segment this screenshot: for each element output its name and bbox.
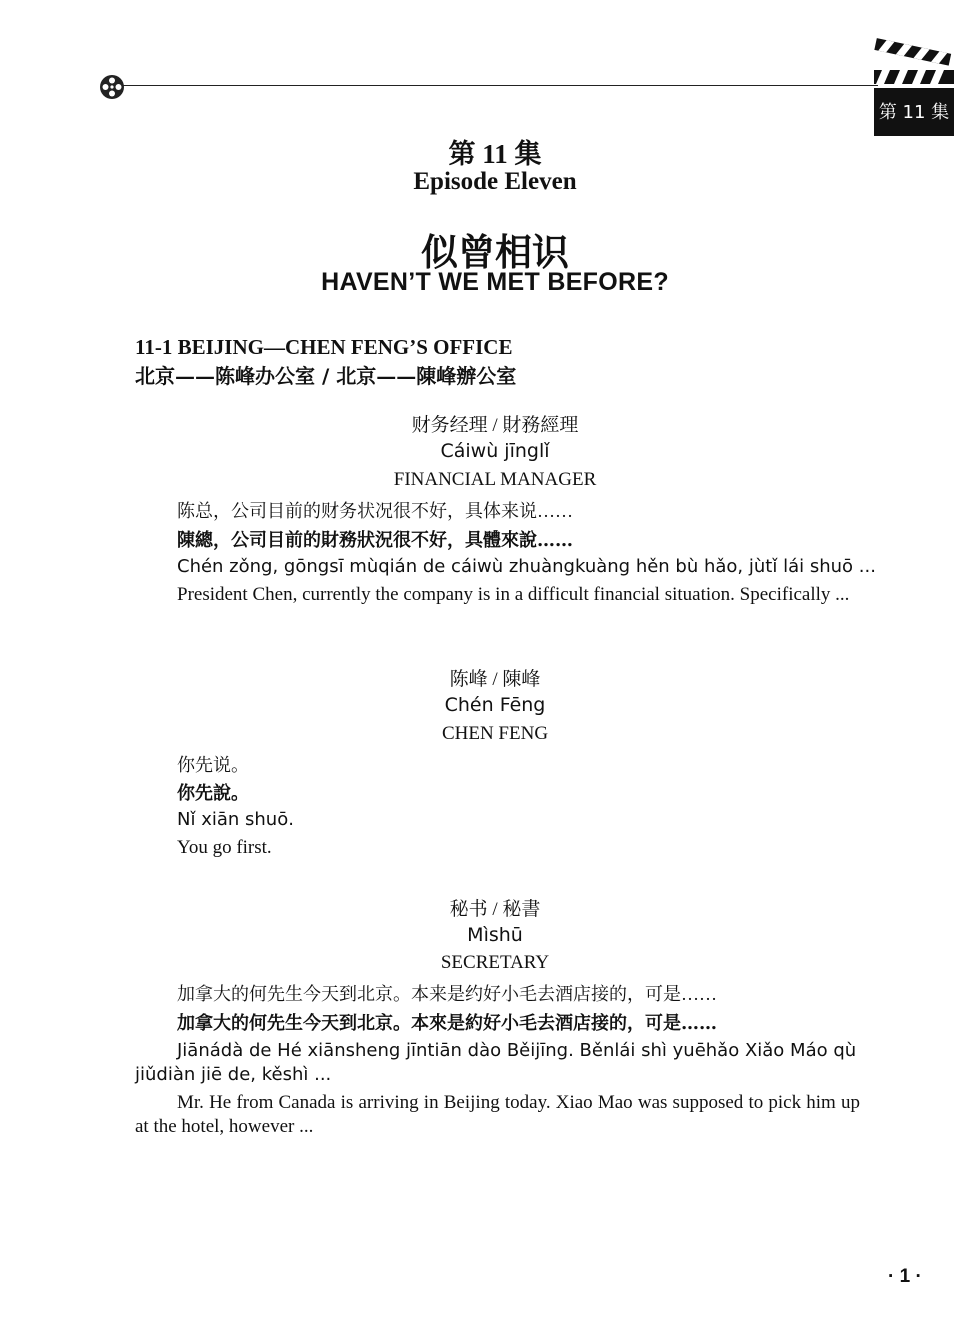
line-pinyin: Chén zǒng, gōngsī mùqián de cáiwù zhuàngkuàng hěn bù hǎo, jùtǐ lái shuō ... bbox=[177, 556, 876, 577]
speaker-name-en: CHEN FENG bbox=[441, 723, 549, 744]
scene-heading-en: 11-1 BEIJING—CHEN FENG’S OFFICE bbox=[135, 335, 513, 359]
speaker-name-pinyin: Chén Fēng bbox=[444, 694, 546, 716]
line-simplified: 你先说。 bbox=[177, 755, 249, 775]
speaker-name-cn: 陈峰 / 陳峰 bbox=[449, 669, 541, 690]
header-rule bbox=[118, 85, 878, 86]
line-english: President Chen, currently the company is in a difficult financial situation. Specifically ... bbox=[177, 584, 850, 605]
line-simplified: 加拿大的何先生今天到北京。本来是约好小毛去酒店接的，可是…… bbox=[177, 984, 717, 1004]
scene-heading-cn: 北京——陈峰办公室 / 北京——陳峰辦公室 bbox=[135, 364, 517, 388]
line-simplified: 陈总，公司目前的财务状况很不好，具体来说…… bbox=[177, 501, 573, 521]
page-number: · 1 · bbox=[888, 1266, 922, 1287]
speaker-name-pinyin: Cáiwù jīnglǐ bbox=[440, 440, 550, 462]
episode-number-en: Episode Eleven bbox=[413, 168, 577, 195]
line-english: You go first. bbox=[177, 837, 272, 858]
line-traditional: 加拿大的何先生今天到北京。本來是約好小毛去酒店接的，可是…… bbox=[177, 1013, 717, 1034]
episode-tab-label: 第 11 集 bbox=[878, 102, 950, 123]
line-pinyin: Jiānádà de Hé xiānsheng jīntiān dào Běijīng. Běnlái shì yuēhǎo Xiǎo Máo qù jiǔdiàn jiē de, kěshì ... bbox=[135, 1040, 857, 1085]
line-english: Mr. He from Canada is arriving in Beijing today. Xiao Mao was supposed to pick him up at the hotel, however ... bbox=[135, 1092, 860, 1137]
speaker-name-en: FINANCIAL MANAGER bbox=[393, 469, 597, 490]
speaker-name-cn: 秘书 / 秘書 bbox=[449, 899, 541, 920]
episode-number-cn: 第 11 集 bbox=[448, 139, 542, 169]
episode-title-cn: 似曾相识 bbox=[421, 231, 569, 274]
line-traditional: 陳總，公司目前的財務狀況很不好，具體來說…… bbox=[177, 530, 573, 551]
episode-title-en: HAVEN’T WE MET BEFORE? bbox=[321, 268, 669, 296]
film-reel-icon bbox=[99, 74, 125, 100]
speaker-name-pinyin: Mìshū bbox=[467, 924, 523, 946]
line-traditional: 你先說。 bbox=[177, 783, 249, 804]
line-pinyin: Nǐ xiān shuō. bbox=[177, 809, 294, 830]
speaker-name-cn: 财务经理 / 財務經理 bbox=[411, 415, 579, 436]
speaker-name-en: SECRETARY bbox=[440, 952, 550, 973]
